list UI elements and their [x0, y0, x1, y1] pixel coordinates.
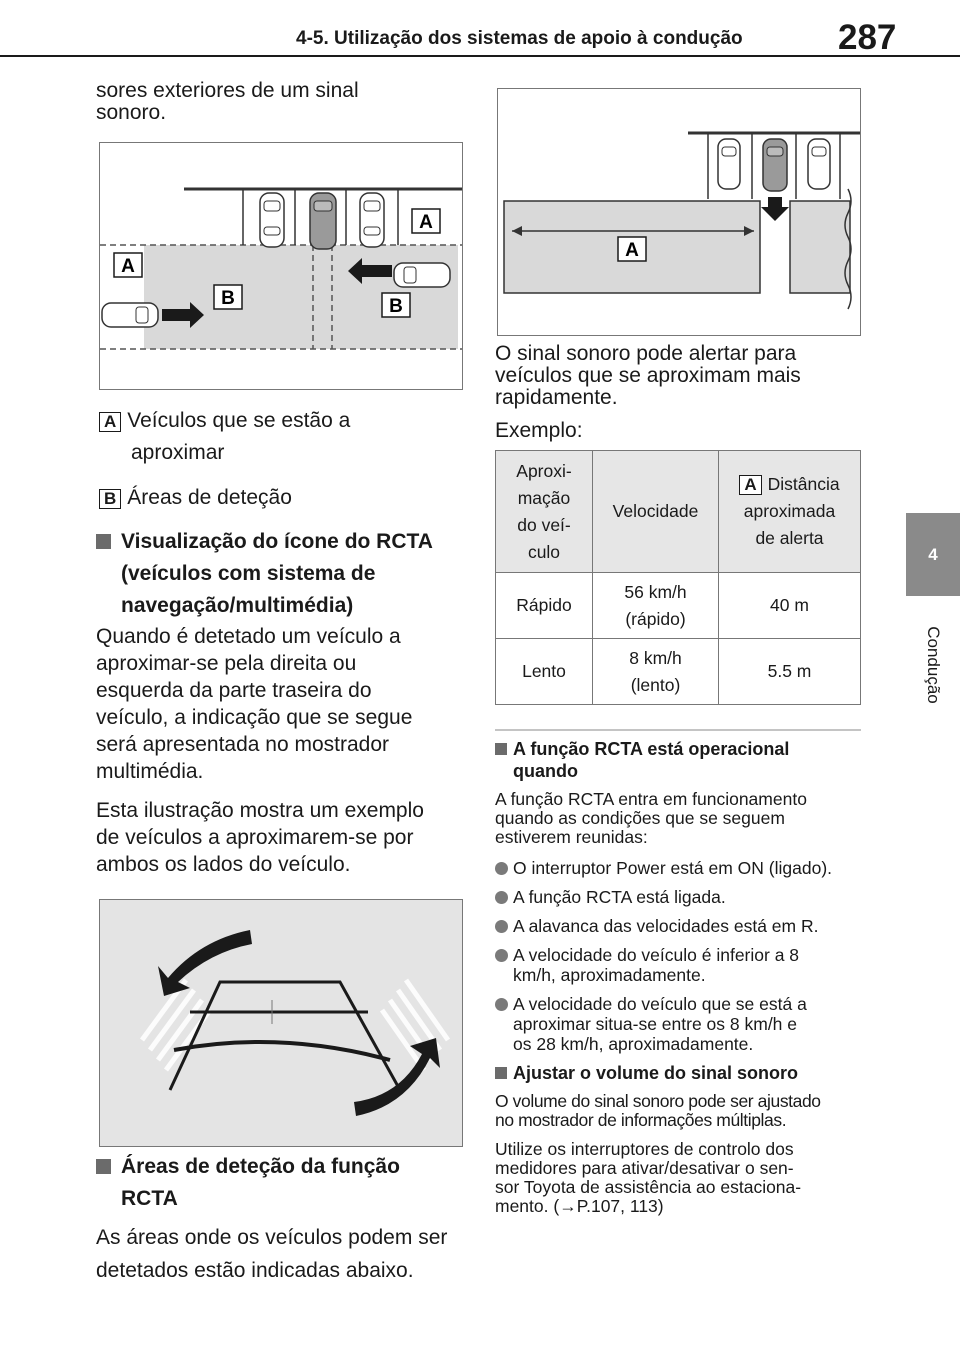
- heading-rcta-icon: Visualização do ícone do RCTA (veículos com sistema de navegação/multimédia): [96, 526, 466, 622]
- paragraph-illustration: Esta ilustração mostra um exemplo de veículos a aproximarem-se por ambos os lados do veículo.: [96, 799, 424, 876]
- table-header-row: [496, 451, 861, 573]
- cell-distance: 5.5 m: [719, 639, 861, 705]
- figure-alert-distance: [497, 88, 861, 336]
- header-distance: A Distância aproximada de alerta: [719, 451, 861, 573]
- approaching-car-left-icon: [102, 303, 158, 327]
- example-label: Exemplo:: [495, 419, 583, 442]
- header-rule: [0, 54, 960, 60]
- label-a: A: [625, 240, 639, 261]
- header-approach: Aproxi- mação do veí- culo: [496, 451, 593, 573]
- list-item: A velocidade do veículo é inferior a 8 km/h, aproximadamente.: [495, 945, 865, 985]
- bullet-dot-icon: [495, 920, 508, 933]
- figure-rcta-display: [99, 899, 463, 1147]
- approaching-car-right-icon: [394, 263, 450, 287]
- square-bullet-icon: [495, 743, 507, 755]
- legend-a: A Veículos que se estão a aproximar: [99, 405, 479, 469]
- bullet-dot-icon: [495, 949, 508, 962]
- detection-zones-illustration: [100, 143, 462, 389]
- curved-arrow-left-icon: [158, 930, 252, 996]
- square-bullet-icon: [96, 534, 111, 549]
- cell-approach: Lento: [496, 639, 593, 705]
- label-b: B: [389, 296, 403, 317]
- list-item: O interruptor Power está em ON (ligado).: [495, 858, 865, 878]
- page-number: 287: [838, 18, 897, 57]
- label-b: B: [221, 288, 235, 309]
- paragraph-detection: Quando é detetado um veículo a aproximar-se pela direita ou esquerda da parte traseira do veículo, a indicação que se segue será apresentada no mostrador multimédia.: [96, 625, 413, 783]
- bullet-dot-icon: [495, 998, 508, 1011]
- heading-rcta-operational: A função RCTA está operacional quando: [495, 738, 861, 782]
- label-a: A: [121, 256, 135, 277]
- bullet-dot-icon: [495, 862, 508, 875]
- alert-distance-illustration: [498, 89, 860, 335]
- square-bullet-icon: [96, 1159, 111, 1174]
- paragraph-switches: Utilize os interruptores de controlo dos medidores para ativar/desativar o sen- sor Toyota de assistência ao estaciona- mento. (→P.107, 113): [495, 1139, 802, 1216]
- header-speed: Velocidade: [593, 451, 719, 573]
- figure-detection-zones: [99, 142, 463, 390]
- cell-speed: 8 km/h (lento): [593, 639, 719, 705]
- rcta-display-illustration: [100, 900, 462, 1146]
- paragraph-areas: As áreas onde os veículos podem ser detetados estão indicadas abaixo.: [96, 1226, 448, 1282]
- cell-speed: 56 km/h (rápido): [593, 573, 719, 639]
- own-car-icon: [310, 193, 336, 249]
- list-item: A velocidade do veículo que se está a aproximar situa-se entre os 8 km/h e os 28 km/h, aproximadamente.: [495, 994, 865, 1054]
- speed-distance-table: [495, 450, 861, 705]
- condition-list: [495, 858, 865, 1054]
- paragraph-sound-alert: O sinal sonoro pode alertar para veículos que se aproximam mais rapidamente.: [495, 342, 801, 409]
- curved-arrow-right-icon: [354, 1038, 440, 1116]
- chapter-label: Condução: [924, 626, 944, 704]
- parked-car-icon: [808, 139, 830, 189]
- section-divider: [495, 728, 861, 732]
- section-title: 4-5. Utilização dos sistemas de apoio à condução: [296, 28, 743, 49]
- square-bullet-icon: [495, 1067, 507, 1079]
- parked-car-icon: [360, 193, 384, 247]
- heading-detection-areas: Áreas de deteção da função RCTA: [96, 1151, 466, 1215]
- arrow-down-icon: [761, 197, 789, 221]
- own-car-icon: [763, 139, 787, 191]
- label-a: A: [419, 212, 433, 233]
- cell-distance: 40 m: [719, 573, 861, 639]
- table-row: [496, 573, 861, 639]
- parked-car-icon: [718, 139, 740, 189]
- heading-adjust-volume: Ajustar o volume do sinal sonoro: [495, 1062, 861, 1084]
- chapter-tab: 4: [906, 513, 960, 596]
- table-row: [496, 639, 861, 705]
- legend-b: B Áreas de deteção: [99, 482, 479, 514]
- paragraph-volume: O volume do sinal sonoro pode ser ajustado no mostrador de informações múltiplas.: [495, 1091, 821, 1130]
- bullet-dot-icon: [495, 891, 508, 904]
- list-item: A função RCTA está ligada.: [495, 887, 865, 907]
- list-item: A alavanca das velocidades está em R.: [495, 916, 865, 936]
- intro-text: sores exteriores de um sinal sonoro.: [96, 79, 359, 124]
- cell-approach: Rápido: [496, 573, 593, 639]
- paragraph-conditions: A função RCTA entra em funcionamento quando as condições que se seguem estiverem reunidas:: [495, 789, 807, 847]
- parked-car-icon: [260, 193, 284, 247]
